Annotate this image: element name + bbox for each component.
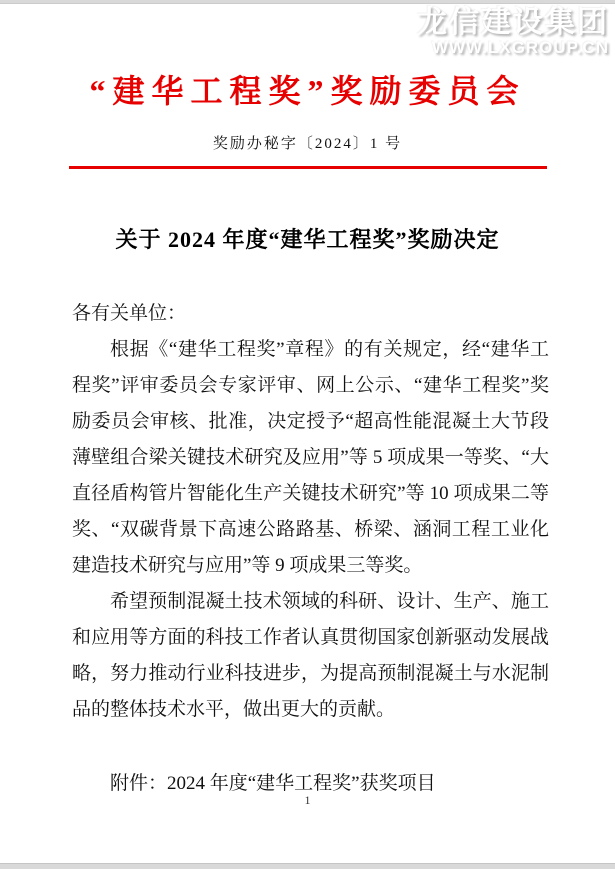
document-body	[72, 296, 549, 802]
body-paragraph-2: 希望预制混凝土技术领域的科研、设计、生产、施工和应用等方面的科技工作者认真贯彻国家创新驱动发展战略，努力推动行业科技进步，为提高预制混凝土与水泥制品的整体技术水平，做出更大的贡献。	[72, 591, 549, 720]
red-divider-line	[69, 166, 547, 169]
body-paragraph-1: 根据《“建华工程奖”章程》的有关规定，经“建华工程奖”评审委员会专家评审、网上公示、“建华工程奖”奖励委员会审核、批准，决定授予“超高性能混凝土大节段薄壁组合梁关键技术研究及应用”等 5 项成果一等奖、“大直径盾构管片智能化生产关键技术研究”等 10 项成果二等奖、“双碳背景下高速公路路基、桥梁、涵洞工程工业化建造技术研究与应用”等 9 项成果三等奖。	[72, 339, 549, 576]
watermark-website: WWW.LXGROUP.CN	[431, 38, 609, 57]
document-title: 关于 2024 年度“建华工程奖”奖励决定	[115, 227, 500, 252]
page-number: 1	[304, 793, 311, 807]
salutation: 各有关单位：	[72, 303, 187, 324]
attachment-line: 附件：2024 年度“建华工程奖”获奖项目	[110, 773, 436, 794]
page-bottom-edge	[0, 863, 615, 869]
company-watermark	[417, 6, 609, 58]
page-top-edge	[0, 0, 615, 4]
doc-number: 奖励办秘字〔2024〕1 号	[212, 136, 403, 152]
watermark-company-name: 龙信建设集团	[417, 6, 609, 39]
committee-title: “建华工程奖”奖励委员会	[89, 73, 526, 109]
